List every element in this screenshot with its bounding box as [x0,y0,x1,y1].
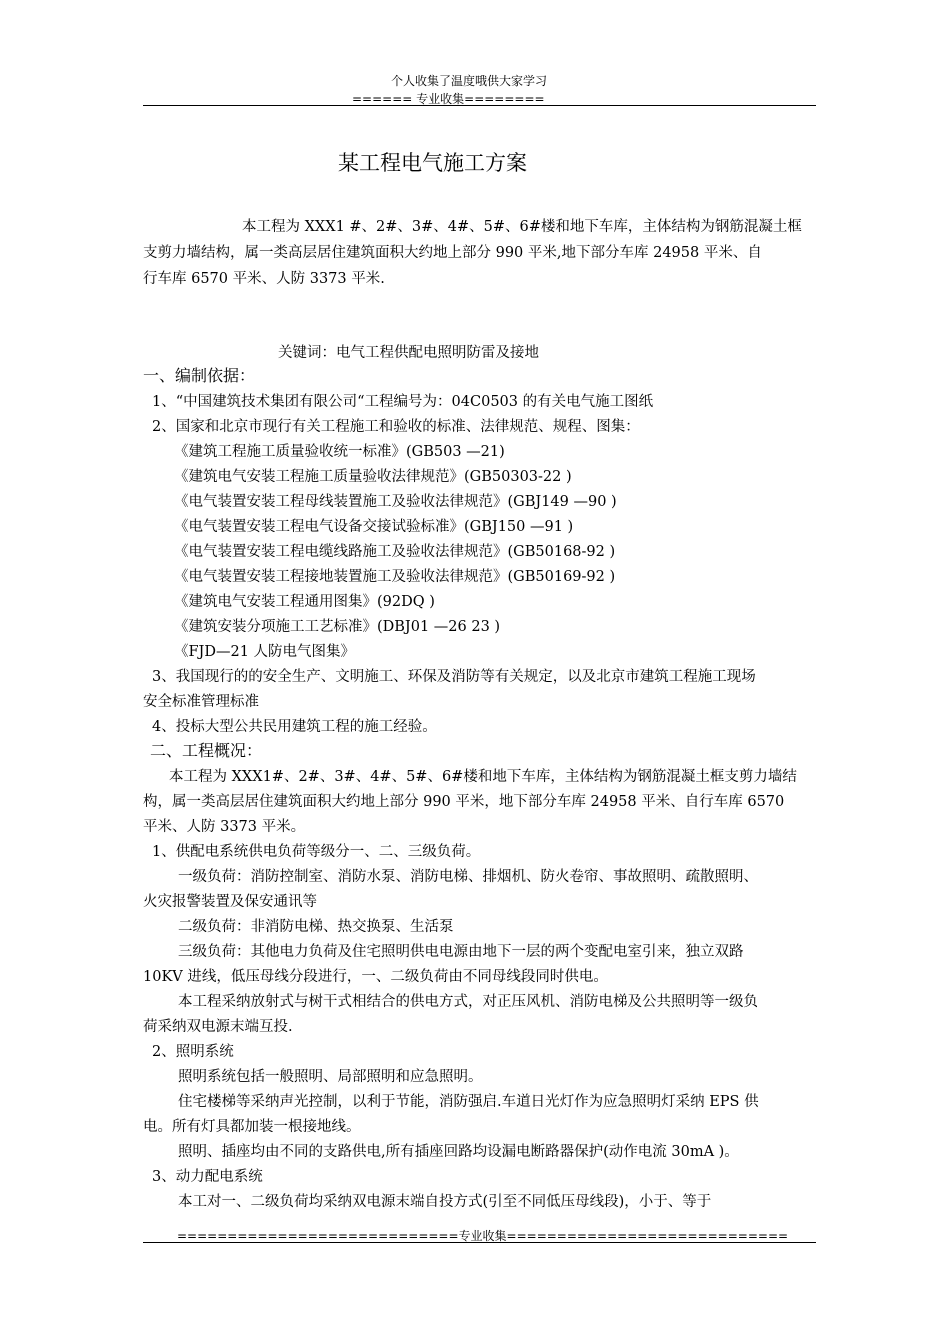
lighting-line-3: 电。所有灯具都加装一根接地线。 [143,1119,361,1135]
subsection-3-title: 3、动力配电系统 [152,1169,263,1185]
supply-method-line-1: 本工程采纳放射式与树干式相结合的供电方式，对正压风机、消防电梯及公共照明等一级负 [178,994,758,1010]
standard-item: 《电气装置安装工程电气设备交接试验标准》(GBJ150 —91 ) [174,519,574,535]
load-level-1-line-1: 一级负荷：消防控制室、消防水泵、消防电梯、排烟机、防火卷帘、事故照明、疏散照明、 [178,869,758,885]
footer-text: ============================专业收集============================ [177,1229,789,1243]
overview-line-1: 本工程为 XXX1#、2#、3#、4#、5#、6#楼和地下车库，主体结构为钢筋混凝土框支剪力墙结 [169,769,797,785]
section-1-item-3-line-2: 安全标准管理标准 [143,694,259,710]
standard-item: 《建筑电气安装工程通用图集》(92DQ ) [174,594,435,610]
standard-item: 《FJD—21 人防电气图集》 [174,644,356,660]
keywords-line: 关键词：电气工程供配电照明防雷及接地 [278,345,539,361]
standard-item: 《电气装置安装工程接地装置施工及验收法律规范》(GB50169-92 ) [174,569,616,585]
header-top-text: 个人收集了温度哦供大家学习 [391,74,548,88]
section-1-item-3-line-1: 3、我国现行的的安全生产、文明施工、环保及消防等有关规定，以及北京市建筑工程施工现场 [152,669,756,685]
footer-divider [143,1242,816,1243]
lighting-line-4: 照明、插座均由不同的支路供电,所有插座回路均设漏电断路器保护(动作电流 30mA )。 [178,1144,739,1160]
page-title: 某工程电气施工方案 [338,151,527,175]
header-sub-text: ====== 专业收集======== [352,92,545,106]
intro-line-1: 本工程为 XXX1 #、2#、3#、4#、5#、6#楼和地下车库，主体结构为钢筋混凝土框 [242,219,802,235]
load-level-2: 二级负荷：非消防电梯、热交换泵、生活泵 [178,919,454,935]
standard-item: 《建筑电气安装工程施工质量验收法律规范》(GB50303-22 ) [174,469,572,485]
section-1-item-4: 4、投标大型公共民用建筑工程的施工经验。 [152,719,437,735]
intro-line-3: 行车库 6570 平米、人防 3373 平米. [143,271,385,287]
overview-line-3: 平米、人防 3373 平米。 [143,819,306,835]
standard-item: 《电气装置安装工程母线装置施工及验收法律规范》(GBJ149 —90 ) [174,494,617,510]
standard-item: 《建筑工程施工质量验收统一标准》(GB503 —21) [174,444,505,460]
section-1-heading: 一、编制依据： [143,366,256,385]
load-level-3-line-1: 三级负荷：其他电力负荷及住宅照明供电电源由地下一层的两个变配电室引来，独立双路 [178,944,744,960]
load-level-3-line-2: 10KV 进线，低压母线分段进行，一、二级负荷由不同母线段同时供电。 [143,969,608,985]
supply-method-line-2: 荷采纳双电源末端互投. [143,1019,293,1035]
header-divider [143,105,816,106]
section-1-item-2: 2、国家和北京市现行有关工程施工和验收的标准、法律规范、规程、图集： [152,419,640,435]
intro-line-2: 支剪力墙结构，属一类高层居住建筑面积大约地上部分 990 平米,地下部分车库 24958 平米、自 [143,245,762,261]
lighting-line-1: 照明系统包括一般照明、局部照明和应急照明。 [178,1069,483,1085]
load-level-1-line-2: 火灾报警装置及保安通讯等 [143,894,317,910]
power-line-1: 本工对一、二级负荷均采纳双电源末端自投方式(引至不同低压母线段)，小于、等于 [178,1194,712,1210]
standard-item: 《建筑安装分项施工工艺标准》(DBJ01 —26 23 ) [174,619,501,635]
section-2-heading: 二、工程概况： [150,741,263,760]
lighting-line-2: 住宅楼梯等采纳声光控制，以利于节能，消防强启.车道日光灯作为应急照明灯采纳 EPS 供 [178,1094,759,1110]
subsection-1-title: 1、供配电系统供电负荷等级分一、二、三级负荷。 [152,844,481,860]
section-1-item-1: 1、“中国建筑技术集团有限公司“工程编号为：04C0503 的有关电气施工图纸 [152,394,654,410]
standard-item: 《电气装置安装工程电缆线路施工及验收法律规范》(GB50168-92 ) [174,544,616,560]
overview-line-2: 构，属一类高层居住建筑面积大约地上部分 990 平米，地下部分车库 24958 平米、自行车库 6570 [143,794,785,810]
subsection-2-title: 2、照明系统 [152,1044,234,1060]
